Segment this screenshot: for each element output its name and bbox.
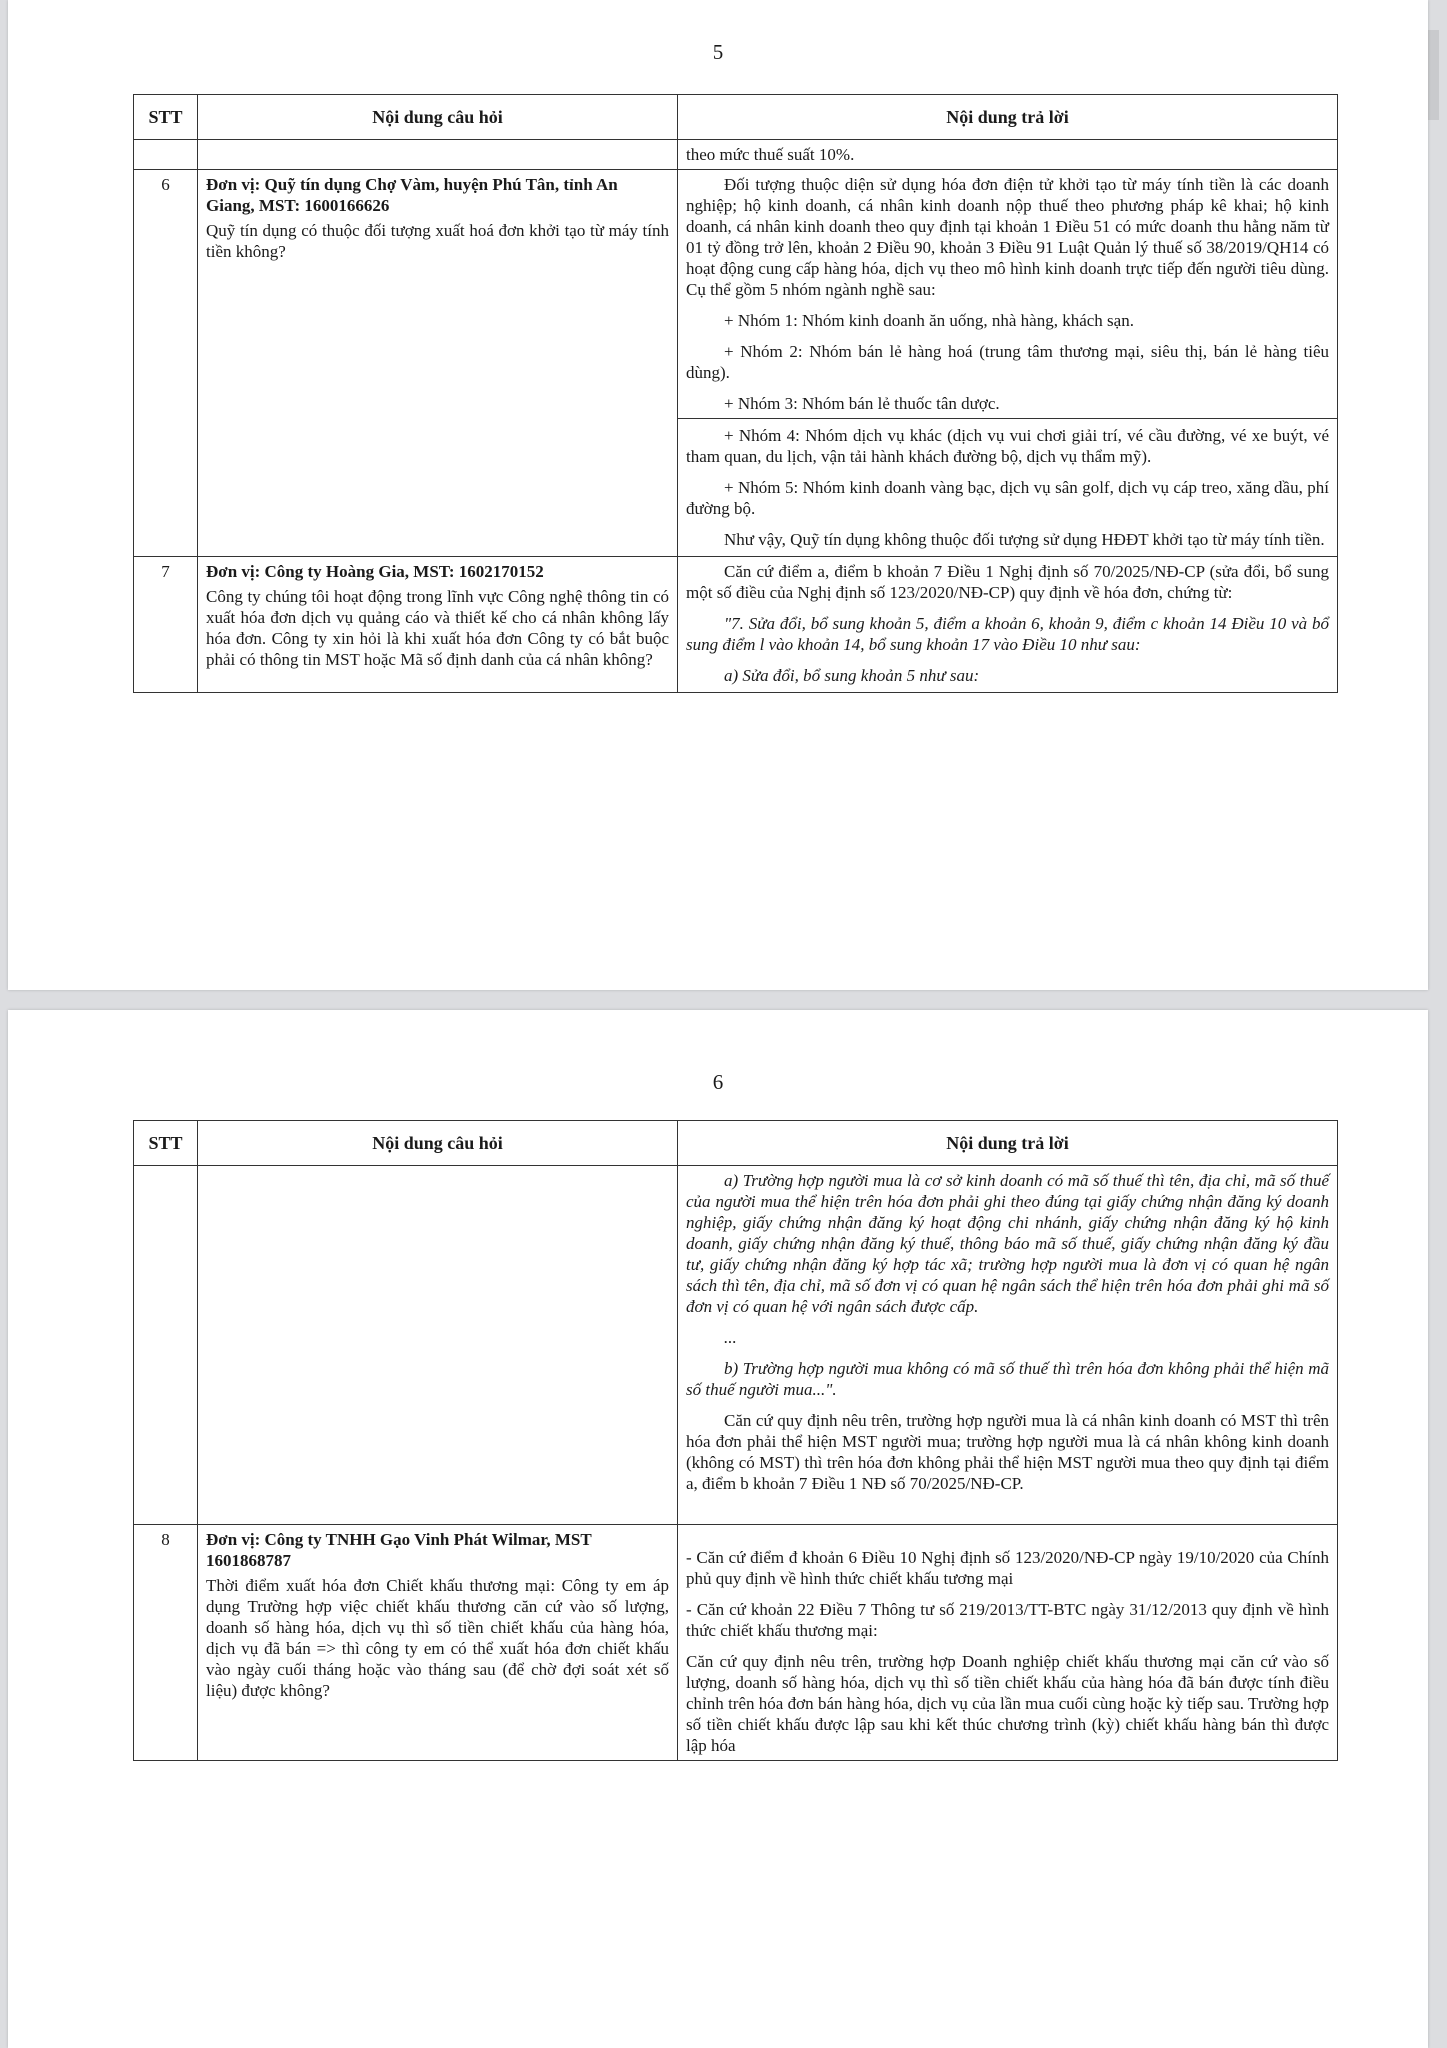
answer-conclusion: Căn cứ quy định nêu trên, trường hợp Doanh nghiệp chiết khấu thương mại căn cứ vào số lượng, doanh số hàng hóa, dịch vụ thì số tiền chiết khấu của hàng hóa đã bán được tính điều chỉnh trên hóa đơn bán hàng hóa, dịch vụ của lần mua cuối cùng hoặc kỳ tiếp sau. Trường hợp số tiền chiết khấu được lập sau khi kết thúc chương trình (kỳ) chiết khấu hàng bán thì được lập hóa — [686, 1652, 1329, 1755]
question-cell — [198, 1525, 678, 1761]
table-row-7 — [134, 557, 1338, 693]
answer-cell — [678, 1525, 1338, 1761]
table-row-continuation — [134, 1166, 1338, 1525]
answer-quote: b) Trường hợp người mua không có mã số thuế thì trên hóa đơn không phải thể hiện mã số thuế người mua...". — [686, 1359, 1329, 1399]
stt-cell: 6 — [134, 170, 198, 557]
question-cell — [198, 557, 678, 693]
question-text: Quỹ tín dụng có thuộc đối tượng xuất hoá đơn khởi tạo từ máy tính tiền không? — [206, 221, 669, 261]
answer-conclusion: Căn cứ quy định nêu trên, trường hợp người mua là cá nhân kinh doanh có MST thì trên hóa đơn phải thể hiện MST người mua; trường hợp người mua là cá nhân không kinh doanh (không có MST) thì trên hóa đơn không phải thể hiện MST người mua theo quy định tại điểm a, điểm b khoản 7 Điều 1 NĐ số 70/2025/NĐ-CP. — [686, 1411, 1329, 1493]
answer-quote: a) Sửa đổi, bổ sung khoản 5 như sau: — [724, 666, 980, 685]
answer-intro: Căn cứ điểm a, điểm b khoản 7 Điều 1 Nghị định số 70/2025/NĐ-CP (sửa đổi, bổ sung một số điều của Nghị định số 123/2020/NĐ-CP) quy định về hóa đơn, chứng từ: — [686, 562, 1329, 602]
header-stt: STT — [134, 1121, 198, 1166]
answer-cell — [678, 170, 1338, 557]
header-answer: Nội dung trả lời — [678, 95, 1338, 140]
answer-basis: - Căn cứ điểm đ khoản 6 Điều 10 Nghị định số 123/2020/NĐ-CP ngày 19/10/2020 của Chính phủ quy định về hình thức chiết khấu tương mại — [686, 1548, 1329, 1588]
unit-name: Đơn vị: Quỹ tín dụng Chợ Vàm, huyện Phú Tân, tỉnh An Giang, MST: 1600166626 — [206, 175, 618, 215]
table-row-6 — [134, 170, 1338, 557]
stt-cell: 7 — [134, 557, 198, 693]
answer-cell — [678, 140, 1338, 170]
question-cell — [198, 170, 678, 557]
answer-group-5: + Nhóm 5: Nhóm kinh doanh vàng bạc, dịch vụ sân golf, dịch vụ cáp treo, xăng dầu, phí đường bộ. — [686, 478, 1329, 518]
page-number: 6 — [712, 1070, 724, 1094]
page-number: 5 — [712, 40, 724, 64]
question-text: Công ty chúng tôi hoạt động trong lĩnh vực Công nghệ thông tin có xuất hóa đơn dịch vụ quảng cáo và thiết kế cho cá nhân không lấy hóa đơn. Công ty xin hỏi là khi xuất hóa đơn Công ty có bắt buộc phải có thông tin MST hoặc Mã số định danh của cá nhân không? — [206, 587, 669, 669]
answer-cell — [678, 557, 1338, 693]
unit-name: Đơn vị: Công ty TNHH Gạo Vinh Phát Wilmar, MST 1601868787 — [206, 1530, 592, 1570]
document-page-5 — [8, 0, 1428, 990]
qa-table — [133, 94, 1338, 693]
answer-quote: a) Trường hợp người mua là cơ sở kinh doanh có mã số thuế thì tên, địa chỉ, mã số thuế của người mua thể hiện trên hóa đơn phải ghi theo đúng tại giấy chứng nhận đăng ký doanh nghiệp, giấy chứng nhận đăng ký hoạt động chi nhánh, giấy chứng nhận đăng ký hộ kinh doanh, giấy chứng nhận đăng ký thuế, thông báo mã số thuế, giấy chứng nhận đăng ký đầu tư, giấy chứng nhận đăng ký hợp tác xã; trường hợp người mua là đơn vị có quan hệ ngân sách thì tên, địa chỉ, mã số đơn vị có quan hệ ngân sách thể hiện trên hóa đơn phải ghi mã số đơn vị có quan hệ với ngân sách được cấp. — [686, 1171, 1329, 1316]
qa-table — [133, 1120, 1338, 1761]
document-page-6 — [8, 1010, 1428, 2048]
answer-conclusion: Như vậy, Quỹ tín dụng không thuộc đối tượng sử dụng HĐĐT khởi tạo từ máy tính tiền. — [724, 530, 1325, 549]
question-cell — [198, 140, 678, 170]
header-question: Nội dung câu hỏi — [198, 95, 678, 140]
row-divider — [678, 418, 1337, 419]
answer-group-3: + Nhóm 3: Nhóm bán lẻ thuốc tân dược. — [724, 394, 1000, 413]
answer-paragraph: Đối tượng thuộc diện sử dụng hóa đơn điện tử khởi tạo từ máy tính tiền là các doanh nghiệp; hộ kinh doanh, cá nhân kinh doanh nộp thuế theo phương pháp kê khai; hộ kinh doanh, cá nhân kinh doanh theo quy định tại khoản 1 Điều 51 có mức doanh thu hằng năm từ 01 tỷ đồng trở lên, khoản 2 Điều 90, khoản 3 Điều 91 Luật Quản lý thuế số 38/2019/QH14 có hoạt động cung cấp hàng hóa, dịch vụ theo mô hình kinh doanh trực tiếp đến người tiêu dùng. Cụ thể gồm 5 nhóm ngành nghề sau: — [686, 175, 1329, 299]
stt-cell — [134, 1166, 198, 1525]
question-cell — [198, 1166, 678, 1525]
header-answer: Nội dung trả lời — [678, 1121, 1338, 1166]
stt-cell — [134, 140, 198, 170]
table-header-row — [134, 95, 1338, 140]
answer-group-2: + Nhóm 2: Nhóm bán lẻ hàng hoá (trung tâm thương mại, siêu thị, bán lẻ hàng tiêu dùng). — [686, 342, 1329, 382]
header-stt: STT — [134, 95, 198, 140]
table-header-row — [134, 1121, 1338, 1166]
answer-text: theo mức thuế suất 10%. — [686, 145, 855, 164]
header-question: Nội dung câu hỏi — [198, 1121, 678, 1166]
answer-ellipsis: ... — [724, 1328, 737, 1347]
table-row-8 — [134, 1525, 1338, 1761]
table-row-continuation — [134, 140, 1338, 170]
answer-basis: - Căn cứ khoản 22 Điều 7 Thông tư số 219/2013/TT-BTC ngày 31/12/2013 quy định về hình thức chiết khấu thương mại: — [686, 1600, 1329, 1640]
question-text: Thời điểm xuất hóa đơn Chiết khấu thương mại: Công ty em áp dụng Trường hợp việc chiết khấu thương căn cứ vào số lượng, doanh số hàng hóa, dịch vụ thì số tiền chiết khấu của hàng hóa, dịch vụ đã bán => thì công ty em có thể xuất hóa đơn chiết khấu vào ngày cuối tháng hoặc vào tháng sau (để chờ đợi soát xét số liệu) được không? — [206, 1576, 669, 1700]
answer-group-1: + Nhóm 1: Nhóm kinh doanh ăn uống, nhà hàng, khách sạn. — [724, 311, 1134, 330]
answer-group-4: + Nhóm 4: Nhóm dịch vụ khác (dịch vụ vui chơi giải trí, vé cầu đường, vé xe buýt, vé tham quan, du lịch, vận tải hành khách đường bộ, dịch vụ thẩm mỹ). — [686, 426, 1329, 466]
answer-cell — [678, 1166, 1338, 1525]
scan-edge-strip — [1427, 30, 1439, 120]
unit-name: Đơn vị: Công ty Hoàng Gia, MST: 1602170152 — [206, 562, 544, 581]
answer-quote: "7. Sửa đổi, bổ sung khoản 5, điểm a khoản 6, khoản 9, điểm c khoản 14 Điều 10 và bổ sung điểm l vào khoản 14, bổ sung khoản 17 vào Điều 10 như sau: — [686, 614, 1329, 654]
stt-cell: 8 — [134, 1525, 198, 1761]
